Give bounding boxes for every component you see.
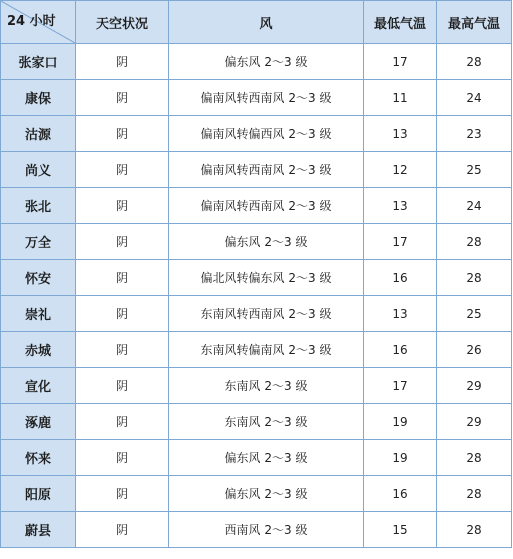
high-temp-cell: 23 bbox=[437, 116, 512, 152]
table-row bbox=[1, 224, 512, 260]
wind-cell: 东南风转西南风 2～3 级 bbox=[169, 296, 364, 332]
high-temp-cell: 26 bbox=[437, 332, 512, 368]
city-cell: 赤城 bbox=[1, 332, 76, 368]
city-cell: 涿鹿 bbox=[1, 404, 76, 440]
sky-cell: 阴 bbox=[76, 80, 169, 116]
high-temp-cell: 28 bbox=[437, 224, 512, 260]
high-temp-cell: 29 bbox=[437, 404, 512, 440]
city-cell: 康保 bbox=[1, 80, 76, 116]
wind-cell: 东南风 2～3 级 bbox=[169, 404, 364, 440]
wind-cell: 偏东风 2～3 级 bbox=[169, 44, 364, 80]
table-row bbox=[1, 188, 512, 224]
sky-cell: 阴 bbox=[76, 476, 169, 512]
table-row bbox=[1, 368, 512, 404]
sky-cell: 阴 bbox=[76, 368, 169, 404]
corner-label: 24 小时 bbox=[7, 13, 56, 29]
high-temp-cell: 25 bbox=[437, 152, 512, 188]
corner-header-cell bbox=[1, 1, 76, 44]
high-temp-cell: 28 bbox=[437, 440, 512, 476]
city-cell: 张北 bbox=[1, 188, 76, 224]
city-cell: 尚义 bbox=[1, 152, 76, 188]
low-temp-cell: 13 bbox=[364, 296, 437, 332]
table-body bbox=[1, 44, 512, 548]
low-temp-cell: 16 bbox=[364, 260, 437, 296]
low-temp-cell: 19 bbox=[364, 440, 437, 476]
low-temp-cell: 17 bbox=[364, 44, 437, 80]
wind-cell: 偏东风 2～3 级 bbox=[169, 440, 364, 476]
wind-cell: 东南风转偏南风 2～3 级 bbox=[169, 332, 364, 368]
low-temp-cell: 16 bbox=[364, 476, 437, 512]
city-cell: 崇礼 bbox=[1, 296, 76, 332]
city-cell: 宣化 bbox=[1, 368, 76, 404]
table-row bbox=[1, 44, 512, 80]
sky-cell: 阴 bbox=[76, 224, 169, 260]
sky-cell: 阴 bbox=[76, 44, 169, 80]
low-temp-cell: 12 bbox=[364, 152, 437, 188]
sky-cell: 阴 bbox=[76, 116, 169, 152]
table-row bbox=[1, 296, 512, 332]
city-cell: 怀安 bbox=[1, 260, 76, 296]
high-temp-cell: 28 bbox=[437, 260, 512, 296]
sky-cell: 阴 bbox=[76, 440, 169, 476]
table-row bbox=[1, 152, 512, 188]
wind-cell: 偏东风 2～3 级 bbox=[169, 224, 364, 260]
table-row bbox=[1, 116, 512, 152]
wind-cell: 东南风 2～3 级 bbox=[169, 368, 364, 404]
table-row bbox=[1, 260, 512, 296]
low-temp-cell: 13 bbox=[364, 116, 437, 152]
table-row bbox=[1, 404, 512, 440]
sky-cell: 阴 bbox=[76, 152, 169, 188]
wind-cell: 偏北风转偏东风 2～3 级 bbox=[169, 260, 364, 296]
city-cell: 阳原 bbox=[1, 476, 76, 512]
table-row bbox=[1, 80, 512, 116]
high-temp-cell: 24 bbox=[437, 80, 512, 116]
low-temp-cell: 16 bbox=[364, 332, 437, 368]
low-temp-cell: 17 bbox=[364, 368, 437, 404]
city-cell: 万全 bbox=[1, 224, 76, 260]
city-cell: 张家口 bbox=[1, 44, 76, 80]
table-row bbox=[1, 332, 512, 368]
wind-cell: 偏南风转西南风 2～3 级 bbox=[169, 188, 364, 224]
sky-cell: 阴 bbox=[76, 296, 169, 332]
column-header-sky: 天空状况 bbox=[76, 1, 169, 44]
low-temp-cell: 11 bbox=[364, 80, 437, 116]
wind-cell: 偏东风 2～3 级 bbox=[169, 476, 364, 512]
table-row bbox=[1, 512, 512, 548]
wind-cell: 偏南风转西南风 2～3 级 bbox=[169, 152, 364, 188]
high-temp-cell: 28 bbox=[437, 44, 512, 80]
high-temp-cell: 28 bbox=[437, 476, 512, 512]
low-temp-cell: 19 bbox=[364, 404, 437, 440]
sky-cell: 阴 bbox=[76, 404, 169, 440]
low-temp-cell: 15 bbox=[364, 512, 437, 548]
sky-cell: 阴 bbox=[76, 188, 169, 224]
sky-cell: 阴 bbox=[76, 512, 169, 548]
wind-cell: 西南风 2～3 级 bbox=[169, 512, 364, 548]
high-temp-cell: 24 bbox=[437, 188, 512, 224]
low-temp-cell: 17 bbox=[364, 224, 437, 260]
wind-cell: 偏南风转偏西风 2～3 级 bbox=[169, 116, 364, 152]
high-temp-cell: 28 bbox=[437, 512, 512, 548]
sky-cell: 阴 bbox=[76, 260, 169, 296]
low-temp-cell: 13 bbox=[364, 188, 437, 224]
city-cell: 怀来 bbox=[1, 440, 76, 476]
column-header-wind: 风 bbox=[169, 1, 364, 44]
city-cell: 蔚县 bbox=[1, 512, 76, 548]
column-header-high-temp: 最高气温 bbox=[437, 1, 512, 44]
table-row bbox=[1, 476, 512, 512]
city-cell: 沽源 bbox=[1, 116, 76, 152]
column-header-low-temp: 最低气温 bbox=[364, 1, 437, 44]
high-temp-cell: 25 bbox=[437, 296, 512, 332]
table-row bbox=[1, 440, 512, 476]
wind-cell: 偏南风转西南风 2～3 级 bbox=[169, 80, 364, 116]
header-row bbox=[1, 1, 512, 44]
high-temp-cell: 29 bbox=[437, 368, 512, 404]
sky-cell: 阴 bbox=[76, 332, 169, 368]
